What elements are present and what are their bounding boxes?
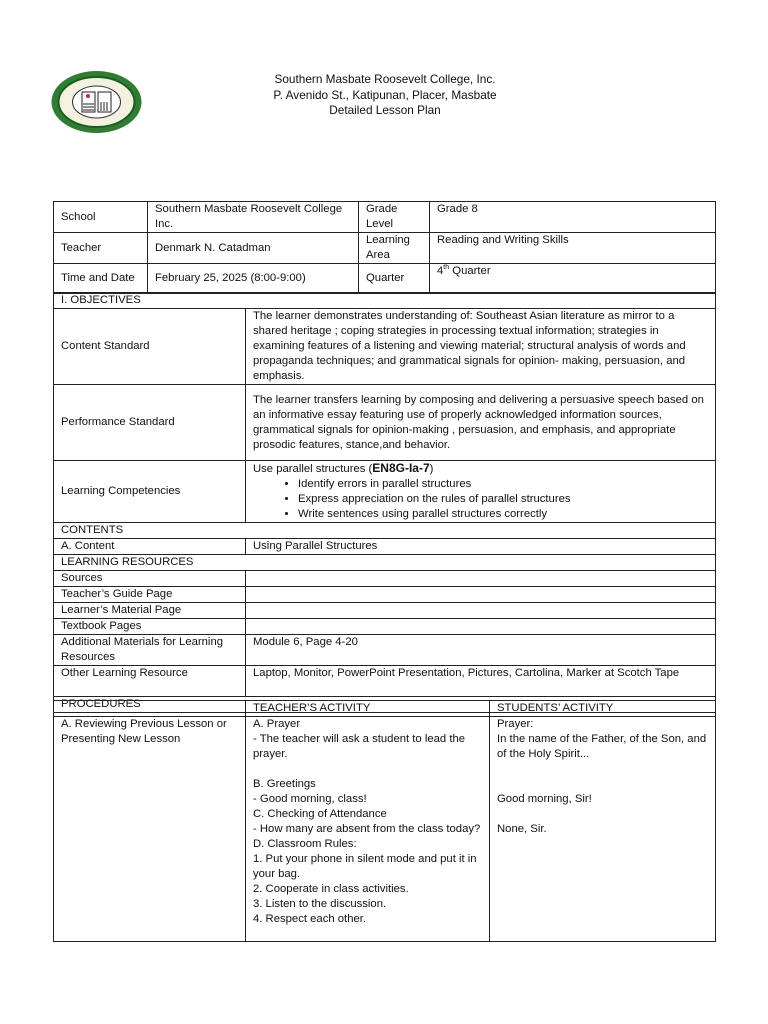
college-name: Southern Masbate Roosevelt College, Inc. bbox=[274, 72, 496, 86]
teacher-line: - The teacher will ask a student to lead the prayer. bbox=[253, 733, 466, 760]
teacher-line: 4. Respect each other. bbox=[253, 913, 367, 925]
grade-value: Grade 8 bbox=[430, 202, 716, 233]
blank-line bbox=[497, 762, 708, 777]
textbook-value bbox=[246, 619, 716, 635]
objectives-table bbox=[53, 292, 716, 713]
teacher-line: 2. Cooperate in class activities. bbox=[253, 883, 409, 895]
teacher-line: D. Classroom Rules: bbox=[253, 838, 357, 850]
additional-label: Additional Materials for Learning Resources bbox=[54, 635, 246, 666]
grade-label: Grade Level bbox=[359, 202, 430, 233]
teacher-activity bbox=[246, 717, 490, 942]
document-title: Detailed Lesson Plan bbox=[329, 103, 441, 117]
procedures-table bbox=[53, 700, 716, 942]
teacher-line: A. Prayer bbox=[253, 718, 301, 730]
area-value: Reading and Writing Skills bbox=[430, 233, 716, 264]
teacher-line: - Good morning, class! bbox=[253, 793, 367, 805]
time-value: February 25, 2025 (8:00-9:00) bbox=[148, 264, 359, 294]
competency-item: • Express appreciation on the rules of parallel structures bbox=[298, 492, 708, 507]
competencies-value bbox=[246, 461, 716, 523]
teacher-line: B. Greetings bbox=[253, 778, 316, 790]
content-standard-label: Content Standard bbox=[54, 309, 246, 385]
teacher-line: 3. Listen to the discussion. bbox=[253, 898, 387, 910]
lm-value bbox=[246, 603, 716, 619]
competency-code: EN8G-Ia-7 bbox=[372, 461, 430, 475]
competency-item: • Write sentences using parallel structures correctly bbox=[298, 507, 708, 522]
info-table bbox=[53, 201, 716, 294]
competencies-close: ) bbox=[429, 463, 434, 475]
student-prayer-text: In the name of the Father, of the Son, and of the Holy Spirit... bbox=[497, 733, 707, 760]
teacher-value: Denmark N. Catadman bbox=[148, 233, 359, 264]
contents-heading: CONTENTS bbox=[54, 523, 716, 539]
additional-value: Module 6, Page 4-20 bbox=[246, 635, 716, 666]
procedures-blank bbox=[54, 701, 246, 717]
student-greeting: Good morning, Sir! bbox=[497, 793, 592, 805]
school-label: School bbox=[54, 202, 148, 233]
quarter-number: 4 bbox=[437, 265, 444, 277]
performance-standard-value: The learner transfers learning by composing and delivering a persuasive speech based on an informative essay featuring use of properly acknowledged information sources, grammatical signals for opinion-making , persuasion, and emphasis, and appropriate prosodic features, stance,and behavior. bbox=[246, 385, 716, 461]
blank-line bbox=[497, 777, 708, 792]
quarter-suffix: th bbox=[443, 264, 450, 272]
document-header bbox=[200, 72, 570, 119]
competencies-intro: Use parallel structures ( bbox=[253, 463, 373, 475]
competency-item: • Identify errors in parallel structures bbox=[298, 477, 708, 492]
blank-line bbox=[497, 807, 708, 822]
tg-label: Teacher’s Guide Page bbox=[54, 587, 246, 603]
quarter-text: Quarter bbox=[449, 265, 491, 277]
area-label: Learning Area bbox=[359, 233, 430, 264]
student-prayer-label: Prayer: bbox=[497, 718, 534, 730]
performance-standard-label: Performance Standard bbox=[54, 385, 246, 461]
content-standard-value: The learner demonstrates understanding of: Southeast Asian literature as mirror to a shared heritage ; coping strategies in processing textual information; strategies in examining features of a listening and viewing material; structural analysis of words and propaganda techniques; and grammatical signals for opinion- making, persuasion, and emphasis. bbox=[246, 309, 716, 385]
lm-label: Learner’s Material Page bbox=[54, 603, 246, 619]
procedures-heading: PROCEDURES bbox=[54, 697, 716, 713]
college-address: P. Avenido St., Katipunan, Placer, Masbate bbox=[273, 87, 497, 102]
resources-heading: LEARNING RESOURCES bbox=[54, 555, 716, 571]
school-logo bbox=[50, 70, 143, 134]
objectives-heading: I. OBJECTIVES bbox=[54, 293, 716, 309]
student-activity bbox=[490, 717, 716, 942]
teacher-line: C. Checking of Attendance bbox=[253, 808, 387, 820]
student-attendance: None, Sir. bbox=[497, 823, 547, 835]
competencies-label: Learning Competencies bbox=[54, 461, 246, 523]
school-value: Southern Masbate Roosevelt College Inc. bbox=[148, 202, 359, 233]
teacher-line: - How many are absent from the class today? bbox=[253, 823, 481, 835]
student-activity-header: STUDENTS’ ACTIVITY bbox=[490, 701, 716, 717]
content-a-label: A. Content bbox=[54, 539, 246, 555]
teacher-line: 1. Put your phone in silent mode and put it in your bag. bbox=[253, 853, 477, 880]
quarter-value bbox=[430, 264, 716, 294]
time-label: Time and Date bbox=[54, 264, 148, 294]
teacher-label: Teacher bbox=[54, 233, 148, 264]
sources-label: Sources bbox=[54, 571, 246, 587]
content-a-value: Using Parallel Structures bbox=[246, 539, 716, 555]
other-value: Laptop, Monitor, PowerPoint Presentation, Pictures, Cartolina, Marker at Scotch Tape bbox=[246, 666, 716, 697]
other-label: Other Learning Resource bbox=[54, 666, 246, 697]
step-label: A. Reviewing Previous Lesson or Presenting New Lesson bbox=[54, 717, 246, 942]
teacher-activity-header: TEACHER’S ACTIVITY bbox=[246, 701, 490, 717]
sources-value bbox=[246, 571, 716, 587]
quarter-label: Quarter bbox=[359, 264, 430, 294]
tg-value bbox=[246, 587, 716, 603]
blank-line bbox=[253, 762, 482, 777]
textbook-label: Textbook Pages bbox=[54, 619, 246, 635]
